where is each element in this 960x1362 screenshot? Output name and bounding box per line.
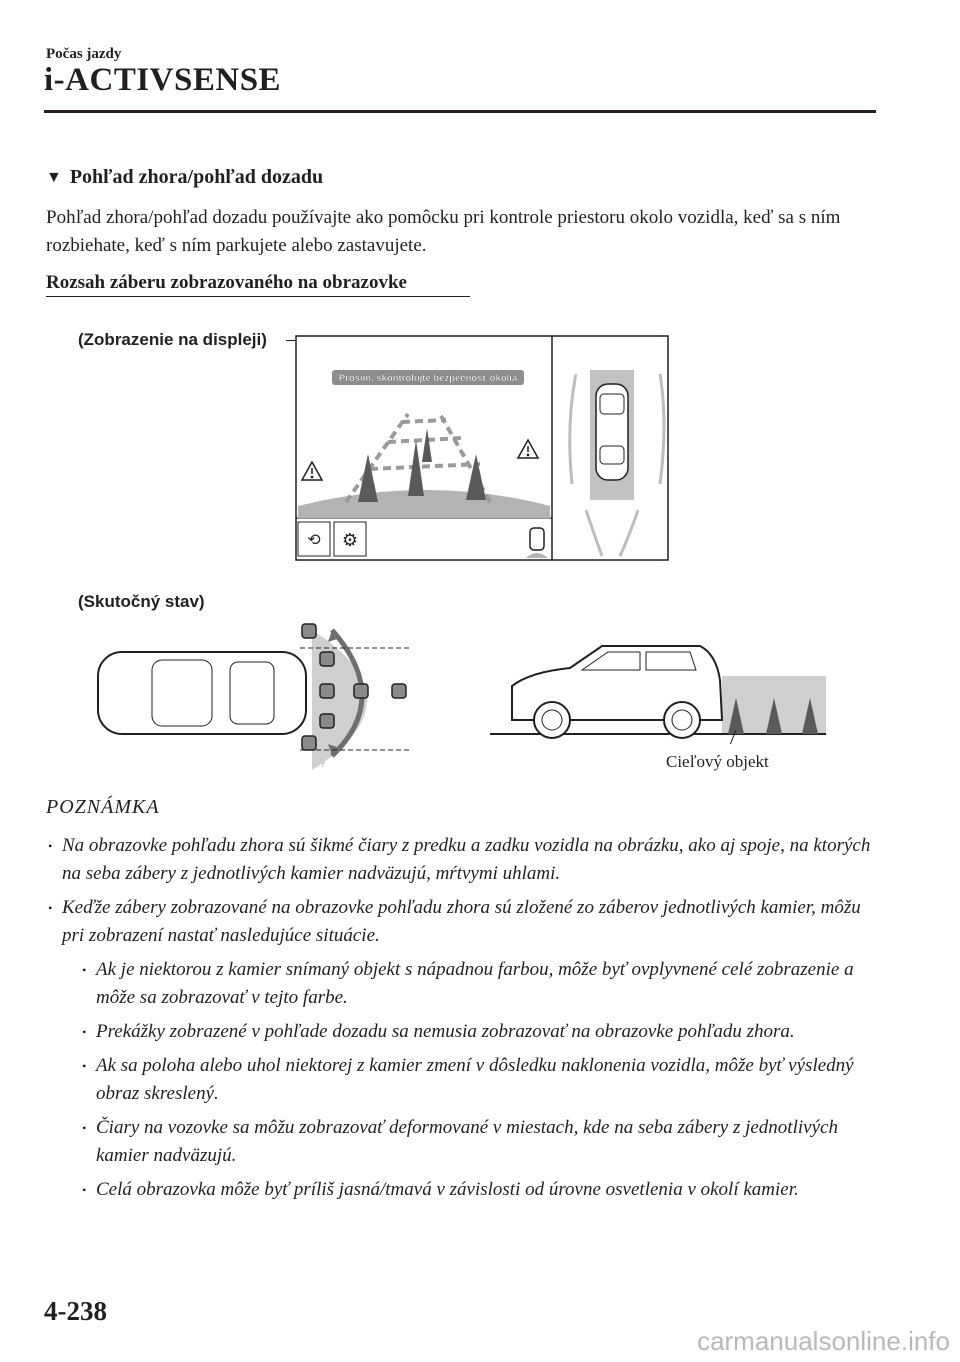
section-heading bbox=[46, 166, 323, 189]
note-item-text: Keďže zábery zobrazované na obrazovke pohľadu zhora sú zložené zo záberov jednotlivých kamier, môžu pri zobrazení nastať nasledujúce situácie. bbox=[62, 897, 861, 946]
display-label: (Zobrazenie na displeji) bbox=[78, 330, 267, 349]
range-subheading: Rozsah záberu zobrazovaného na obrazovke bbox=[46, 272, 407, 293]
top-view-car bbox=[590, 370, 634, 500]
note-subitem: • Ak sa poloha alebo uhol niektorej z kamier zmení v dôsledku naklonenia vozidla, môže byť výsledný obraz skreslený. bbox=[80, 1052, 876, 1108]
section-label: Počas jazdy bbox=[46, 46, 122, 62]
note-subitem: • Celá obrazovka môže byť príliš jasná/tmavá v závislosti od úrovne osvetlenia v okolí kamier. bbox=[80, 1176, 876, 1204]
header-rule bbox=[44, 110, 876, 113]
subheading-underline bbox=[46, 296, 470, 297]
svg-text:⟲: ⟲ bbox=[307, 530, 321, 549]
display-screen-illustration bbox=[290, 334, 672, 564]
note-item: • Na obrazovke pohľadu zhora sú šikmé čiary z predku a zadku vozidla na obrázku, ako aj spoje, na ktorých na seba zábery z jednotlivých kamier nadväzujú, mŕtvymi uhlami. bbox=[46, 832, 876, 888]
actual-top-view-illustration bbox=[96, 600, 416, 776]
note-subitem: • Čiary na vozovke sa môžu zobrazovať deformované v miestach, kde na seba zábery z jednotlivých kamier nadväzujú. bbox=[80, 1114, 876, 1170]
note-title: POZNÁMKA bbox=[46, 796, 160, 818]
note-subitem: • Prekážky zobrazené v pohľade dozadu sa nemusia zobrazovať na obrazovke pohľadu zhora. bbox=[80, 1018, 876, 1046]
intro-paragraph: Pohľad zhora/pohľad dozadu používajte ako pomôcku pri kontrole priestoru okolo vozidla, keď sa s ním rozbiehate, keď s ním parkujete alebo zastavujete. bbox=[46, 207, 841, 256]
note-subitem: • Ak je niektorou z kamier snímaný objekt s nápadnou farbou, môže byť ovplyvnené celé zobrazenie a môže sa zobrazovať v tejto farbe. bbox=[80, 956, 876, 1012]
chapter-title: i-ACTIVSENSE bbox=[44, 62, 282, 98]
actual-side-view-illustration bbox=[490, 640, 830, 744]
note-list bbox=[46, 832, 876, 1210]
triangle-down-icon: ▼ bbox=[46, 168, 62, 186]
section-heading-text: Pohľad zhora/pohľad dozadu bbox=[69, 166, 324, 188]
note-item bbox=[46, 894, 876, 1204]
screen-banner-text: Prosím, skontrolujte bezpečnosť okolia bbox=[338, 373, 518, 384]
actual-label: (Skutočný stav) bbox=[78, 592, 205, 611]
watermark: carmanualsonline.info bbox=[697, 1326, 950, 1356]
note-sublist bbox=[62, 956, 876, 1204]
svg-text:⚙: ⚙ bbox=[341, 530, 359, 551]
page-number: 4-238 bbox=[44, 1296, 107, 1326]
target-label: Cieľový objekt bbox=[666, 752, 769, 771]
